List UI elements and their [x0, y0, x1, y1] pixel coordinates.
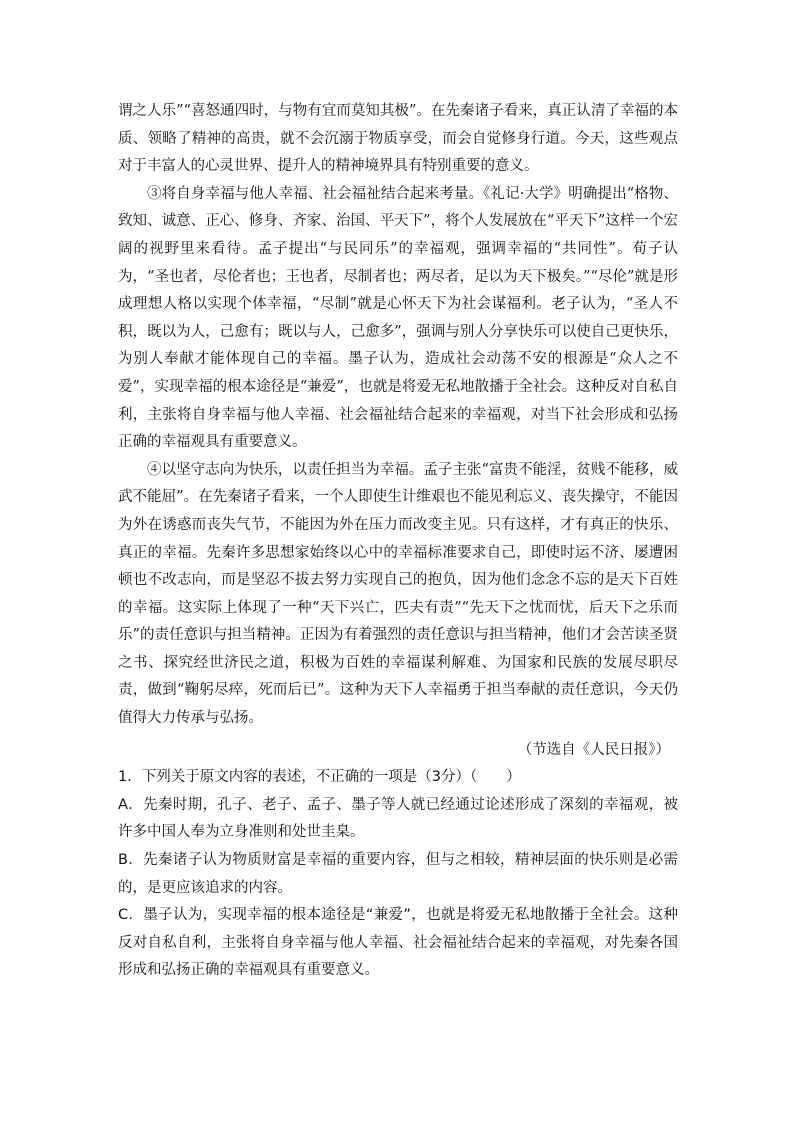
passage-paragraph-1: 谓之人乐”“喜怒通四时，与物有宜而莫知其极”。在先秦诸子看来，真正认清了幸福的本质、领略了精神的高贵，就不会沉溺于物质享受，而会自觉修身行道。今天，这些观点对于丰富人的心灵世界、提升人的精神境界具有特别重要的意义。 — [118, 103, 678, 175]
question-options — [118, 792, 678, 985]
passage-source: （节选自《人民日报》） — [517, 741, 670, 758]
option-a: A．先秦时期，孔子、老子、孟子、墨子等人就已经通过论述形成了深刻的幸福观，被许多中国人奉为立身准则和处世圭臬。 — [118, 796, 678, 841]
option-c: C．墨子认为，实现幸福的根本途径是“兼爱”，也就是将爱无私地散播于全社会。这种反对自私自利，主张将自身幸福与他人幸福、社会福祉结合起来的幸福观，对先秦各国形成和弘扬正确的幸福观具有重要意义。 — [118, 907, 678, 979]
passage-paragraph-2: ③将自身幸福与他人幸福、社会福祉结合起来考量。《礼记·大学》明确提出“格物、致知、诚意、正心、修身、齐家、治国、平天下”，将个人发展放在“平天下”这样一个宏阔的视野里来看待。孟子提出“与民同乐”的幸福观，强调幸福的“共同性”。荀子认为，“圣也者，尽伦者也；王也者，尽制者也；两尽者，足以为天下极矣。”“尽伦”就是形成理想人格以实现个体幸福，“尽制”就是心怀天下为社会谋福利。老子认为，“圣人不积，既以为人，己愈有；既以与人，己愈多”，强调与别人分享快乐可以使自己更快乐，为别人奉献才能体现自己的幸福。墨子认为，造成社会动荡不安的根源是“众人之不爱”，实现幸福的根本途径是“兼爱”，也就是将爱无私地散播于全社会。这种反对自私自利，主张将自身幸福与他人幸福、社会福祉结合起来的幸福观，对当下社会形成和弘扬正确的幸福观具有重要意义。 — [118, 185, 678, 451]
option-b: B．先秦诸子认为物质财富是幸福的重要内容，但与之相较，精神层面的快乐则是必需的，是更应该追求的内容。 — [118, 852, 678, 896]
passage-paragraph-3: ④以坚守志向为快乐，以责任担当为幸福。孟子主张“富贵不能淫，贫贱不能移，威武不能屈”。在先秦诸子看来，一个人即使生计维艰也不能见利忘义、丧失操守，不能因为外在诱惑而丧失气节，不能因为外在压力而改变主见。只有这样，才有真正的快乐、真正的幸福。先秦许多思想家始终以心中的幸福标准要求自己，即使时运不济、屡遭困顿也不改志向，而是坚忍不拔去努力实现自己的抱负，因为他们念念不忘的是天下百姓的幸福。这实际上体现了一种“天下兴亡，匹夫有责”“先天下之忧而忧，后天下之乐而乐”的责任意识与担当精神。正因为有着强烈的责任意识与担当精神，他们才会苦读圣贤之书、探究经世济民之道，积极为百姓的幸福谋利解难、为国家和民族的发展尽职尽责，做到“鞠躬尽瘁，死而后已”。这种为天下人幸福勇于担当奉献的责任意识，今天仍值得大力传承与弘扬。 — [118, 461, 678, 727]
question-stem: 1．下列关于原文内容的表述，不正确的一项是（3分）（ ） — [118, 769, 521, 786]
document-content — [118, 98, 678, 985]
